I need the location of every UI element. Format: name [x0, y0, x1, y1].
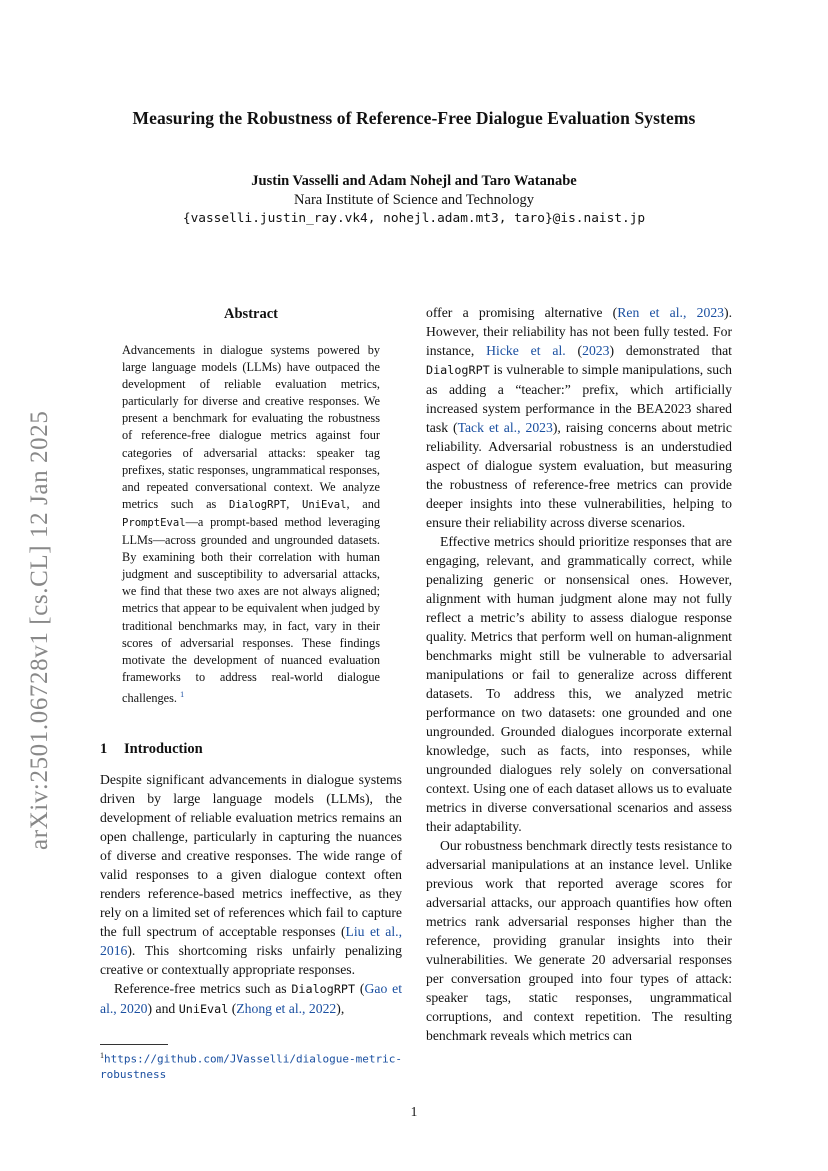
metric-name: DialogRPT [291, 982, 356, 996]
citation-link[interactable]: Tack et al., 2023 [457, 420, 553, 435]
section-title: Introduction [124, 741, 203, 757]
section-heading-introduction [100, 741, 203, 758]
metric-name: DialogRPT [229, 498, 287, 511]
abstract-body [122, 342, 380, 707]
citation-link[interactable]: Gao et al., 2020 [100, 981, 402, 1016]
footnote-url[interactable]: https://github.com/JVasselli/dialogue-metric-robustness [100, 1052, 403, 1081]
citation-link[interactable]: Zhong et al., 2022 [236, 1001, 337, 1016]
body-text: Despite significant advancements in dialogue systems driven by large language models (LLMs), the development of reliable evaluation metrics remains an open challenge, particularly in capturing the nuances of diverse and creative responses. The wide range of valid responses to a given dialogue context often renders reference-based metrics ineffective, as they rely on a limited set of references which fail to capture the full spectrum of acceptable responses ( [100, 772, 402, 939]
footnote [100, 1048, 402, 1082]
page-number: 1 [410, 1104, 418, 1119]
body-text: ), raising concerns about metric reliability. Adversarial robustness is an understudied aspect of dialogue system evaluation, but measuring the robustness of reference-free metrics can provide deeper insights into these vulnerabilities, helping to ensure their reliability across diverse scenarios. [426, 420, 733, 530]
left-column [100, 770, 402, 1019]
affiliation: Nara Institute of Science and Technology [294, 192, 534, 208]
author-emails: {vasselli.justin_ray.vk4, nohejl.adam.mt3, taro}@is.naist.jp [182, 211, 646, 226]
body-text: ( [565, 343, 583, 358]
body-text: ). However, their reliability has not been fully tested. For instance, [426, 305, 733, 358]
body-text: ), [336, 1001, 345, 1016]
body-text: ( [228, 1001, 237, 1016]
body-text: ( [355, 981, 365, 996]
abstract-heading: Abstract [224, 306, 278, 322]
abstract-text: , and [346, 496, 381, 511]
right-paragraph-1 [426, 303, 732, 532]
citation-link[interactable]: Hicke et al. [486, 343, 566, 358]
abstract-text: Advancements in dialogue systems powered by large language models (LLMs) have outpaced the development of reliable evaluation metrics, particularly for diverse and creative responses. We present a benchmark for evaluating the robustness of reference-free dialogue metrics against four categories of adversarial attacks: speaker tag prefixes, static responses, ungrammatical responses, and repeated conversational context. We analyze metrics such as [122, 343, 380, 511]
body-text: offer a promising alternative ( [426, 305, 618, 320]
citation-link[interactable]: 2023 [582, 343, 610, 358]
right-paragraph-3: Our robustness benchmark directly tests resistance to adversarial manipulations at an instance level. Unlike previous work that reported average scores for adversarial attacks, our approach quantifies how often metrics rank adversarial responses higher than the reference, providing granular insights into their vulnerabilities. We generate 20 adversarial responses per conversation grouped into four types of attack: speaker tags, static responses, ungrammatical corruptions, and context repetition. The resulting benchmark reveals which metrics can [426, 838, 732, 1043]
section-number: 1 [100, 741, 108, 757]
footnote-marker[interactable]: 1 [180, 689, 185, 699]
footnote-number: 1 [100, 1051, 104, 1060]
body-text: Reference-free metrics such as [114, 981, 292, 996]
metric-name: PromptEval [122, 516, 186, 529]
right-column [426, 303, 732, 1045]
metric-name: DialogRPT [426, 363, 490, 377]
footnote-divider [100, 1044, 168, 1045]
intro-paragraph-1 [100, 770, 402, 979]
citation-link[interactable]: Liu et al., 2016 [100, 924, 402, 958]
body-text: ). This shortcoming risks unfairly penalizing creative or contextually appropriate responses. [100, 943, 402, 977]
paper-title: Measuring the Robustness of Reference-Free Dialogue Evaluation Systems [132, 108, 696, 128]
body-text: is vulnerable to simple manipulations, such as adding a “teacher:” prefix, which artificially increased system performance in the BEA2023 shared task ( [426, 362, 732, 435]
arxiv-identifier: arXiv:2501.06728v1 [cs.CL] 12 Jan 2025 [26, 410, 53, 850]
metric-name: UniEval [301, 498, 347, 511]
abstract-text: , [286, 496, 302, 511]
body-text: ) and [147, 1001, 179, 1016]
citation-link[interactable]: Ren et al., 2023 [617, 305, 725, 320]
abstract-text: —a prompt-based method leveraging LLMs—across grounded and ungrounded datasets. By examining both their correlation with human judgment and susceptibility to adversarial attacks, we find that these two axes are not always aligned; metrics that appear to be equivalent when judged by traditional benchmarks may, in fact, vary in their scores of adversarial responses. These findings motivate the development of nuanced evaluation frameworks to address real-world dialogue challenges. [122, 514, 380, 705]
body-text: ) demonstrated that [609, 343, 732, 358]
author-list: Justin Vasselli and Adam Nohejl and Taro Watanabe [251, 173, 577, 189]
intro-paragraph-2 [100, 979, 402, 1019]
abstract-paragraph [122, 342, 380, 707]
metric-name: UniEval [178, 1002, 229, 1016]
right-paragraph-2: Effective metrics should prioritize responses that are engaging, relevant, and grammatically correct, while penalizing generic or nonsensical ones. However, alignment with human judgment alone may not fully reflect a metric’s ability to assess dialogue response quality. Metrics that perform well on human-alignment benchmarks might still be vulnerable to adversarial manipulations or fail to generalize across different datasets. To address this, we analyzed metric performance on two datasets: one grounded and one ungrounded. Grounded dialogues incorporate external knowledge, such as facts, into responses, while ungrounded dialogues rely solely on conversational context. Using one of each dataset allows us to evaluate metrics in diverse conversational scenarios and assess their adaptability. [426, 534, 732, 834]
